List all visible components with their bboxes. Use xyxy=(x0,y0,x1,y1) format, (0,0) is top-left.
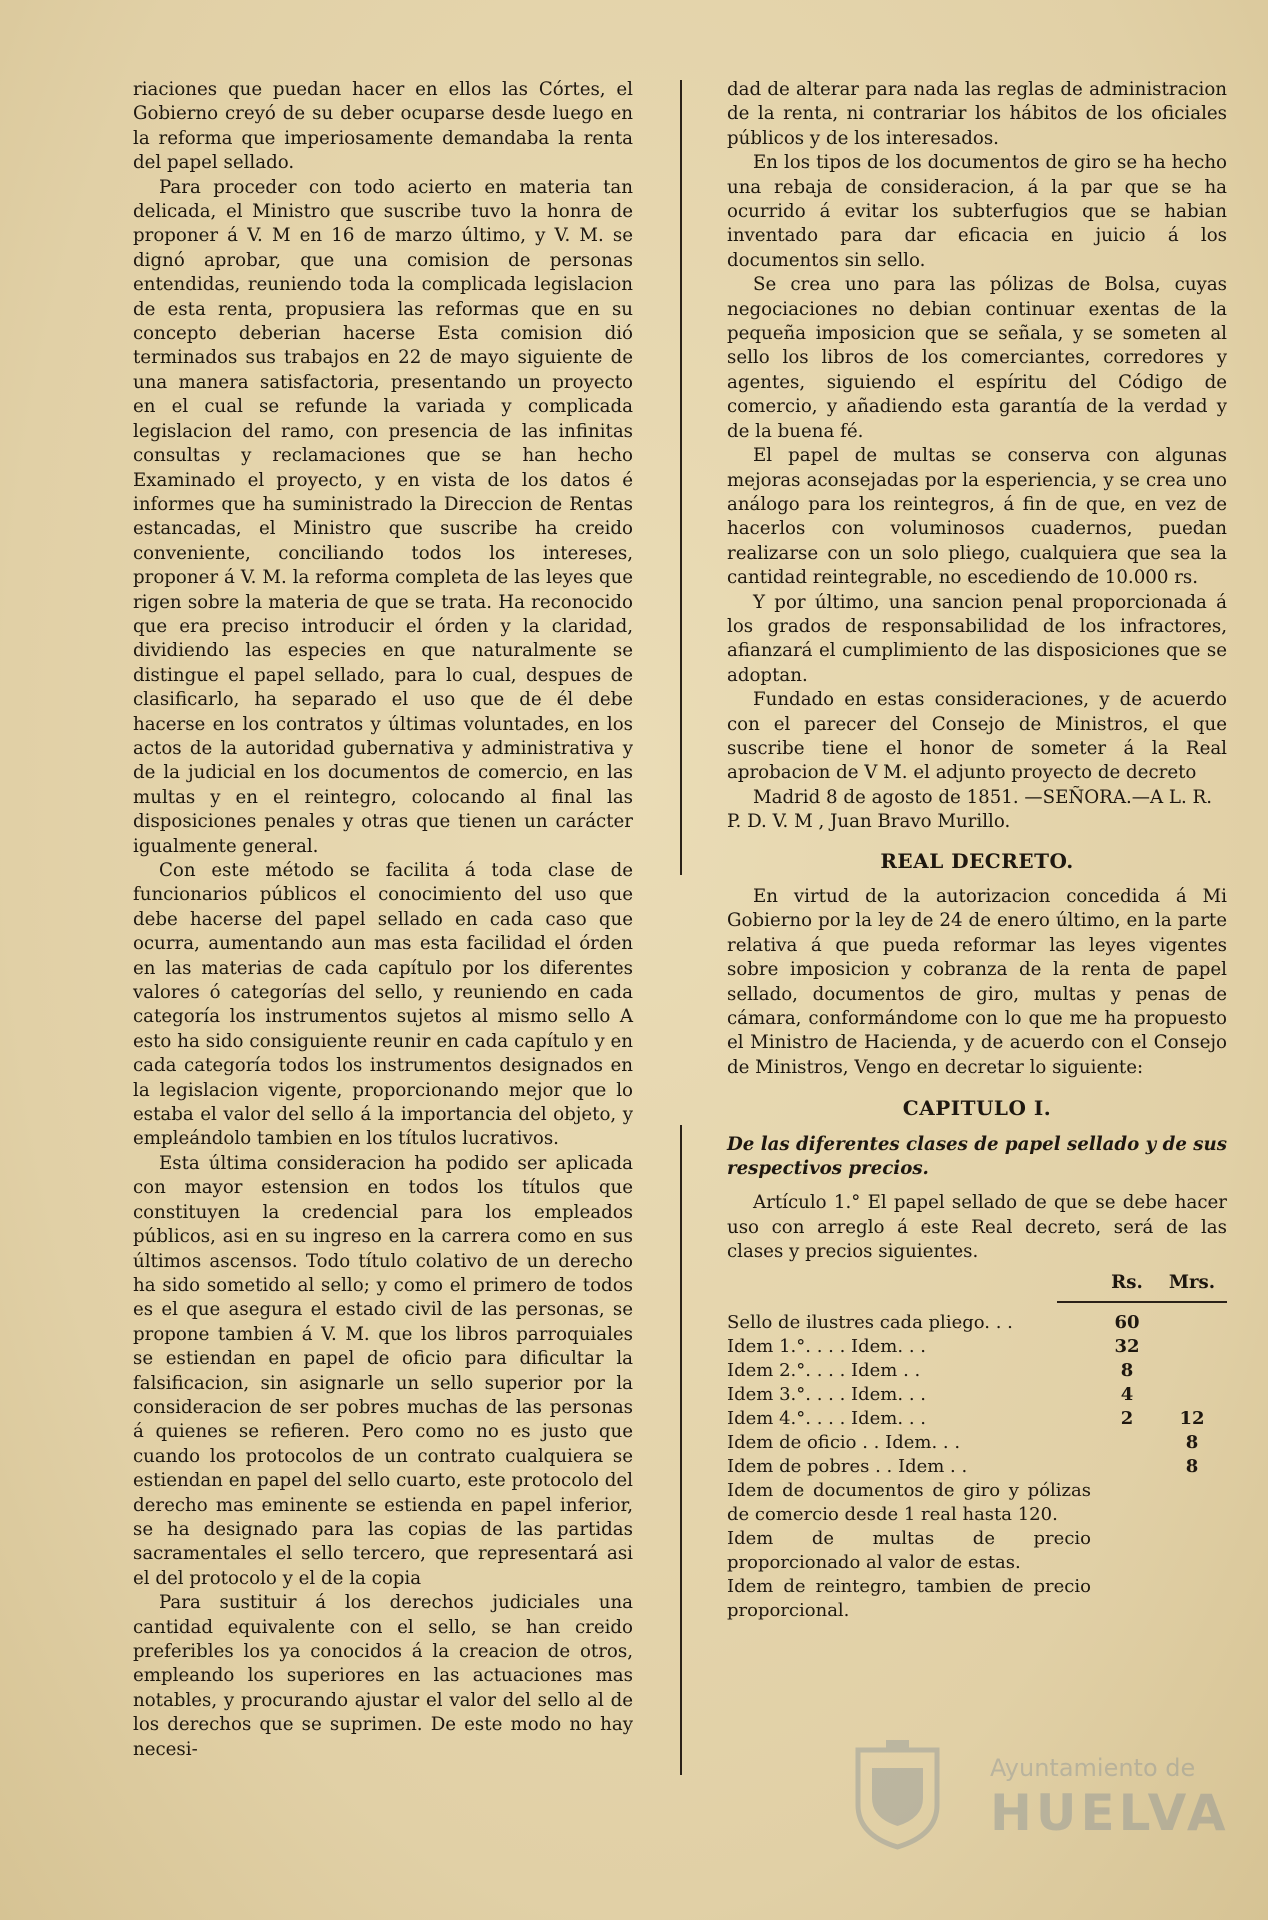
left-paragraph-2: Para proceder con todo acierto en materia tan delicada, el Ministro que suscribe tuvo la honra de proponer á V. M en 16 de marzo último, y V. M. se dignó aprobar, que una comision de personas entendidas, reuniendo toda la complicada legislacion de esta renta, propusiera las reformas que en su concepto deberian hacerse Esta comision dió terminados sus trabajos en 22 de mayo siguiente de una manera satisfactoria, presentando un proyecto en el cual se refunde la variada y complicada legislacion del ramo, con presencia de las infinitas consultas y reclamaciones que se han hecho Examinado el proyecto, y en vista de los datos é informes que ha suministrado la Direccion de Rentas estancadas, el Ministro que suscribe ha creido conveniente, conciliando todos los intereses, proponer á V. M. la reforma completa de las leyes que rigen sobre la materia de que se trata. Ha reconocido que era preciso introducir el órden y la claridad, dividiendo las especies en que naturalmente se distingue el papel sellado, para lo cual, despues de clasificarlo, ha separado el uso que de él debe hacerse en los contratos y últimas voluntades, en los actos de la autoridad gubernativa y administrativa y de la judicial en los documentos de comercio, en las multas y en el reintegro, colocando al final las disposiciones penales y otras que tienen un carácter igualmente general. xyxy=(133,176,633,857)
left-paragraph-3: Con este método se facilita á toda clase de funcionarios públicos el conocimiento del uso que debe hacerse del papel sellado en cada caso que ocurra, aumentando aun mas esta facilidad el órden en las materias de cada capítulo por los diferentes valores ó categorías del sello, y reuniendo en cada categoría los instrumentos sujetos al mismo sello A esto ha sido consiguiente reunir en cada capítulo y en cada categoría todos los instrumentos designados en la legislacion vigente, proporcionando mejor que lo estaba el valor del sello á la importancia del objeto, y empleándolo tambien en los títulos lucrativos. xyxy=(133,860,633,1150)
price-rs xyxy=(1097,1479,1157,1527)
price-rs xyxy=(1097,1575,1157,1623)
price-label: Idem 3.°. . . . Idem. . . xyxy=(727,1384,926,1406)
price-table xyxy=(727,1311,1227,1623)
price-rs xyxy=(1097,1431,1157,1455)
right-column xyxy=(727,78,1227,1623)
watermark xyxy=(850,1740,1230,1850)
price-label: Idem 2.°. . . . Idem . . xyxy=(727,1360,921,1382)
header-rs: Rs. xyxy=(1111,1271,1143,1293)
price-label: Idem de reintegro, tambien de precio proporcional. xyxy=(727,1576,1091,1622)
left-paragraph-4: Esta última consideracion ha podido ser aplicada con mayor estension en todos los títulos que constituyen la credencial para los empleados públicos, asi en su ingreso en la carrera como en sus últimos ascensos. Todo título colativo de un derecho ha sido sometido al sello; y como el primero de todos es el que asegura el estado civil de las personas, se propone tambien á V. M. que los libros parroquiales se estiendan en papel de oficio para dificultar la falsificacion, sin asignarle un sello superior por la consideracion de ser pobres muchas de las personas á quienes se refieren. Pero como no es justo que cuando los protocolos de un contrato cualquiera se estiendan en papel del sello cuarto, este protocolo del derecho mas eminente se estienda en papel inferior, se ha designado para las copias de las partidas sacramentales el sello tercero, que representará asi el del protocolo y el de la copia xyxy=(133,1152,633,1589)
price-mrs xyxy=(1157,1479,1227,1527)
crest-icon xyxy=(850,1740,945,1850)
price-label: Idem de multas de precio proporcionado al valor de estas. xyxy=(727,1528,1091,1574)
price-mrs: 8 xyxy=(1185,1456,1199,1478)
price-rs: 2 xyxy=(1120,1408,1134,1430)
right-paragraph-6: Fundado en estas consideraciones, y de acuerdo con el parecer del Consejo de Ministros, el que suscribe tiene el honor de someter á la Real aprobacion de V M. el adjunto proyecto de decreto xyxy=(727,689,1227,784)
price-mrs xyxy=(1157,1575,1227,1623)
price-rs: 60 xyxy=(1114,1312,1140,1334)
left-paragraph-1: riaciones que puedan hacer en ellos las Córtes, el Gobierno creyó de su deber ocuparse desde luego en la reforma que imperiosamente demandaba la renta del papel sellado. xyxy=(133,79,633,174)
left-column xyxy=(133,78,633,1762)
column-divider-top xyxy=(680,80,682,875)
price-mrs: 8 xyxy=(1185,1432,1199,1454)
article-text: Artículo 1.° El papel sellado de que se debe hacer uso con arreglo á este Real decreto, será de las clases y precios siguientes. xyxy=(727,1192,1227,1263)
decree-text: En virtud de la autorizacion concedida á Mi Gobierno por la ley de 24 de enero último, en la parte relativa á que pueda reformar las leyes vigentes sobre imposicion y cobranza de la renta de papel sellado, documentos de giro, multas y penas de cámara, conformándome con lo que me ha propuesto el Ministro de Hacienda, y de acuerdo con el Consejo de Ministros, Vengo en decretar lo siguiente: xyxy=(727,886,1227,1078)
right-paragraph-2: En los tipos de los documentos de giro se ha hecho una rebaja de consideracion, á la par que se ha ocurrido á evitar los subterfugios que se habian inventado para dar eficacia en juicio á los documentos sin sello. xyxy=(727,152,1227,271)
price-mrs xyxy=(1157,1359,1227,1383)
price-label: Idem de oficio . . Idem. . . xyxy=(727,1432,961,1454)
right-paragraph-5: Y por último, una sancion penal proporcionada á los grados de responsabilidad de los infractores, afianzará el cumplimiento de las disposiciones que se adoptan. xyxy=(727,591,1227,686)
price-label: Idem 4.°. . . . Idem. . . xyxy=(727,1408,926,1430)
price-rs xyxy=(1097,1455,1157,1479)
price-mrs: 12 xyxy=(1179,1408,1205,1430)
price-label: Idem de pobres . . Idem . . xyxy=(727,1456,968,1478)
price-mrs xyxy=(1157,1527,1227,1575)
price-rs xyxy=(1097,1527,1157,1575)
watermark-line2: HUELVA xyxy=(990,1784,1230,1842)
price-label: Sello de ilustres cada pliego. . . xyxy=(727,1312,1013,1334)
price-label: Idem 1.°. . . . Idem. . . xyxy=(727,1336,926,1358)
price-mrs xyxy=(1157,1335,1227,1359)
header-mrs: Mrs. xyxy=(1168,1271,1216,1293)
right-paragraph-3: Se crea uno para las pólizas de Bolsa, cuyas negociaciones no debian continuar exentas de la pequeña imposicion que se señala, y se someten al sello los libros de los comerciantes, corredores y agentes, siguiendo el espíritu del Código de comercio, y añadiendo esta garantía de la verdad y de la buena fé. xyxy=(727,274,1227,442)
price-mrs xyxy=(1157,1311,1227,1335)
price-rs: 8 xyxy=(1120,1360,1134,1382)
price-rs: 4 xyxy=(1120,1384,1134,1406)
right-paragraph-1: dad de alterar para nada las reglas de administracion de la renta, ni contrariar los hábitos de los oficiales públicos y de los interesados. xyxy=(727,79,1227,149)
right-paragraph-4: El papel de multas se conserva con algunas mejoras aconsejadas por la esperiencia, y se crea uno análogo para los reintegros, á fin de que, en vez de hacerlos con voluminosos cuadernos, puedan realizarse con un solo pliego, cualquiera que sea la cantidad reintegrable, no escediendo de 10.000 rs. xyxy=(727,445,1227,589)
price-table-header xyxy=(727,1271,1227,1295)
price-table-rule xyxy=(1057,1301,1227,1303)
chapter-subtitle: De las diferentes clases de papel sellado y de sus respectivos precios. xyxy=(727,1133,1227,1180)
price-label: Idem de documentos de giro y pólizas de comercio desde 1 real hasta 120. xyxy=(727,1480,1091,1526)
price-rs: 32 xyxy=(1114,1336,1140,1358)
watermark-line1: Ayuntamiento de xyxy=(990,1754,1196,1782)
left-paragraph-5: Para sustituir á los derechos judiciales una cantidad equivalente con el sello, se han creido preferibles los ya conocidos á la creacion de otros, empleando los superiores en las actuaciones mas notables, y procurando ajustar el valor del sello al de los derechos que se suprimen. De este modo no hay necesi- xyxy=(133,1592,633,1760)
signature-line: Madrid 8 de agosto de 1851. —SEÑORA.—A L. R. P. D. V. M , Juan Bravo Murillo. xyxy=(727,786,1213,833)
column-divider-bottom xyxy=(680,1125,682,1775)
decree-heading: REAL DECRETO. xyxy=(880,848,1074,873)
price-mrs xyxy=(1157,1383,1227,1407)
chapter-heading: CAPITULO I. xyxy=(902,1096,1052,1121)
